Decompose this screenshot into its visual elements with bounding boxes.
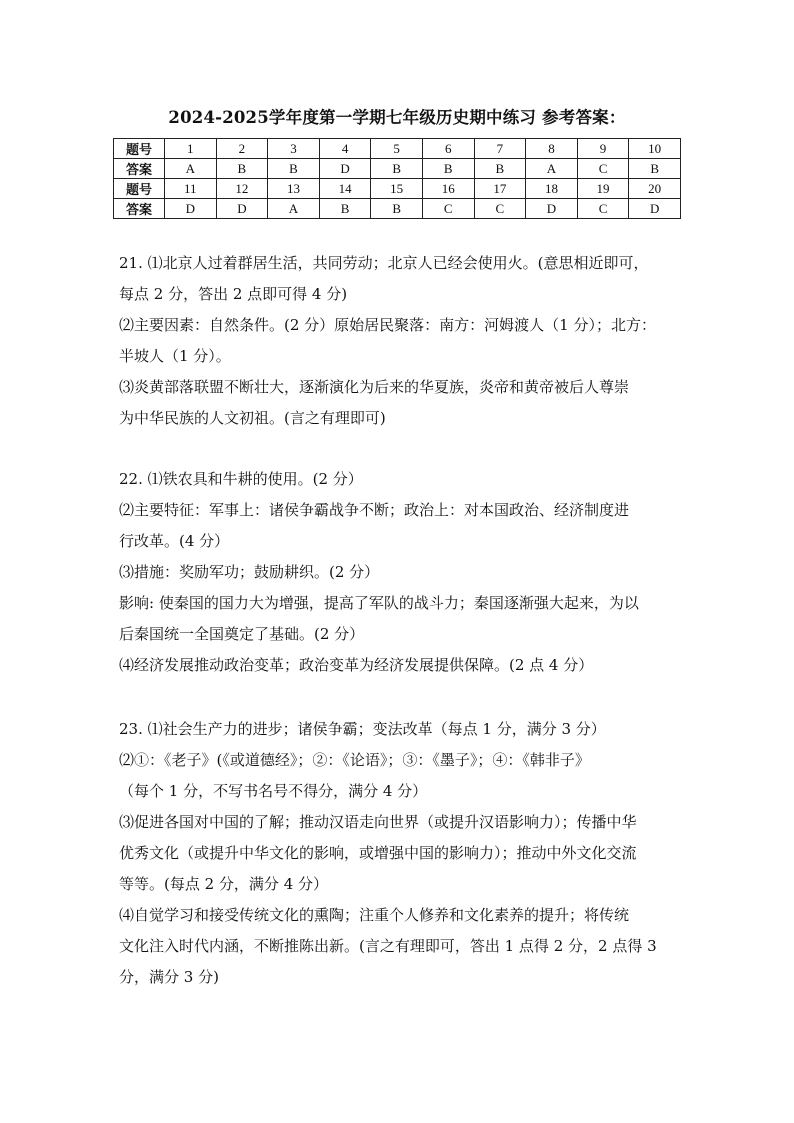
table-cell: 14: [319, 179, 371, 199]
table-row: [114, 139, 681, 159]
table-cell: 13: [268, 179, 320, 199]
table-cell: 16: [422, 179, 474, 199]
table-cell: 6: [422, 139, 474, 159]
table-cell: 5: [371, 139, 423, 159]
answer-line: ⑵①：《老子》(《或道德经》；②：《论语》；③：《墨子》；④：《韩非子》: [119, 751, 590, 769]
row-header-cell: 题号: [114, 139, 165, 159]
table-cell: A: [268, 199, 320, 219]
answer-line: ⑵主要因素：自然条件。(2 分）原始居民聚落：南方：河姆渡人（1 分）；北方：: [119, 316, 656, 334]
table-cell: 18: [526, 179, 578, 199]
answer-line: 优秀文化（或提升中华文化的影响，或增强中国的影响力）；推动中外文化交流: [119, 844, 637, 862]
table-cell: 17: [474, 179, 526, 199]
answer-line: 23. ⑴社会生产力的进步；诸侯争霸；变法改革（每点 1 分，满分 3 分）: [119, 720, 606, 738]
table-cell: 12: [216, 179, 268, 199]
table-row: [114, 179, 681, 199]
table-cell: 10: [629, 139, 681, 159]
table-cell: 4: [319, 139, 371, 159]
table-cell: D: [165, 199, 217, 219]
table-cell: C: [474, 199, 526, 219]
table-cell: 11: [165, 179, 217, 199]
page-title: 2024-2025学年度第一学期七年级历史期中练习 参考答案：: [168, 108, 626, 127]
table-row: [114, 199, 681, 219]
table-cell: 9: [577, 139, 629, 159]
table-cell: 20: [629, 179, 681, 199]
answer-line: 分，满分 3 分): [119, 968, 219, 986]
answer-line: 为中华民族的人文初祖。(言之有理即可): [119, 409, 386, 427]
table-cell: D: [629, 199, 681, 219]
answer-line: 后秦国统一全国奠定了基础。(2 分）: [119, 625, 365, 643]
question-22-answer: [119, 464, 699, 681]
table-cell: 7: [474, 139, 526, 159]
table-cell: D: [319, 159, 371, 179]
table-cell: 19: [577, 179, 629, 199]
answer-line: 每点 2 分，答出 2 点即可得 4 分): [119, 285, 348, 303]
row-header-cell: 答案: [114, 159, 165, 179]
table-cell: D: [216, 199, 268, 219]
table-cell: A: [165, 159, 217, 179]
answer-line: ⑵主要特征：军事上：诸侯争霸战争不断；政治上：对本国政治、经济制度进: [119, 501, 630, 519]
table-cell: 3: [268, 139, 320, 159]
row-header-cell: 答案: [114, 199, 165, 219]
table-cell: 15: [371, 179, 423, 199]
answer-line: （每个 1 分，不写书名号不得分，满分 4 分）: [119, 782, 428, 800]
row-header-cell: 题号: [114, 179, 165, 199]
table-cell: D: [526, 199, 578, 219]
table-cell: C: [422, 199, 474, 219]
table-cell: B: [216, 159, 268, 179]
answer-line: 行改革。(4 分）: [119, 532, 230, 550]
table-cell: B: [268, 159, 320, 179]
table-cell: B: [629, 159, 681, 179]
table-cell: 1: [165, 139, 217, 159]
table-cell: B: [319, 199, 371, 219]
answer-line: 半坡人（1 分）。: [119, 347, 231, 365]
answer-line: 22. ⑴铁农具和牛耕的使用。(2 分）: [119, 470, 363, 488]
table-cell: B: [371, 199, 423, 219]
answer-key-table: [113, 138, 681, 219]
table-cell: 2: [216, 139, 268, 159]
answer-line: ⑶促进各国对中国的了解；推动汉语走向世界（或提升汉语影响力）；传播中华: [119, 813, 637, 831]
table-cell: B: [474, 159, 526, 179]
answer-line: ⑷经济发展推动政治变革；政治变革为经济发展提供保障。(2 点 4 分）: [119, 656, 594, 674]
question-21-answer: [119, 248, 699, 434]
table-cell: C: [577, 159, 629, 179]
table-row: [114, 159, 681, 179]
table-cell: B: [371, 159, 423, 179]
question-23-answer: [119, 714, 699, 993]
table-cell: 8: [526, 139, 578, 159]
answer-line: 21. ⑴北京人过着群居生活，共同劳动；北京人已经会使用火。(意思相近即可，: [119, 254, 649, 272]
table-cell: C: [577, 199, 629, 219]
table-cell: A: [526, 159, 578, 179]
answer-line: 文化注入时代内涵，不断推陈出新。(言之有理即可，答出 1 点得 2 分，2 点得 3: [119, 937, 657, 955]
answer-line: 等等。(每点 2 分，满分 4 分）: [119, 875, 329, 893]
answer-line: ⑶炎黄部落联盟不断壮大，逐渐演化为后来的华夏族，炎帝和黄帝被后人尊崇: [119, 378, 630, 396]
answer-line: ⑷自觉学习和接受传统文化的熏陶；注重个人修养和文化素养的提升；将传统: [119, 906, 630, 924]
table-cell: B: [422, 159, 474, 179]
answer-line: ⑶措施：奖励军功；鼓励耕织。(2 分）: [119, 563, 380, 581]
answer-line: 影响: 使秦国的国力大为增强，提高了军队的战斗力；秦国逐渐强大起来，为以: [119, 594, 639, 612]
